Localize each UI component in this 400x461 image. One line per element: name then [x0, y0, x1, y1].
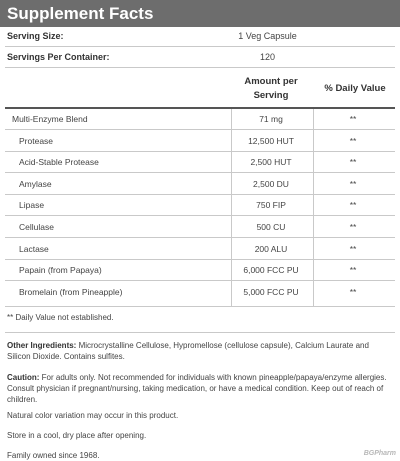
- other-ingredients-label: Other Ingredients:: [7, 341, 77, 350]
- row-divider: [5, 237, 395, 238]
- ingredient-amount: 750 FIP: [256, 200, 286, 211]
- storage-note: Store in a cool, dry place after opening.: [7, 431, 147, 440]
- row-divider: [5, 151, 395, 152]
- row-divider: [5, 280, 395, 281]
- amount-header-line1: Amount per: [244, 76, 298, 87]
- ingredient-daily-value: **: [349, 200, 357, 211]
- serving-size-value: 1 Veg Capsule: [238, 31, 297, 41]
- ingredient-amount: 2,500 DU: [253, 178, 289, 189]
- ingredient-daily-value: **: [349, 265, 357, 276]
- ingredient-daily-value: **: [349, 286, 357, 297]
- ingredient-name: Amylase: [19, 178, 52, 189]
- serving-size-label: Serving Size:: [7, 31, 64, 41]
- amount-per-serving-header: [231, 75, 311, 103]
- other-ingredients-text: Microcrystalline Cellulose, Hypromellose (cellulose capsule), Calcium Laurate and Silicon Dioxide. Contains sulfites.: [7, 341, 369, 361]
- row-divider: [5, 215, 395, 216]
- family-owned-note: Family owned since 1968.: [7, 451, 100, 460]
- daily-value-header: % Daily Value: [324, 83, 386, 94]
- caution-label: Caution:: [7, 373, 40, 382]
- caution-text: For adults only. Not recommended for individuals with known pineapple/papaya/enzyme allergies. Consult physician if pregnant/nursing, taking medication, or have a medical condition. Keep out of reach of children.: [7, 373, 387, 404]
- ingredient-name: Acid-Stable Protease: [19, 157, 99, 168]
- row-divider: [5, 129, 395, 130]
- supplement-facts-title: Supplement Facts: [0, 0, 400, 27]
- servings-per-container-label: Servings Per Container:: [7, 52, 110, 62]
- divider: [5, 46, 395, 47]
- caution: [7, 372, 393, 405]
- divider: [5, 306, 395, 307]
- ingredient-amount: 12,500 HUT: [248, 135, 294, 146]
- daily-value-note: ** Daily Value not established.: [7, 313, 114, 322]
- ingredient-name: Bromelain (from Pineapple): [19, 286, 123, 297]
- ingredient-name: Lactase: [19, 243, 49, 254]
- ingredient-daily-value: **: [349, 178, 357, 189]
- divider: [5, 67, 395, 68]
- ingredient-daily-value: **: [349, 222, 357, 232]
- ingredient-name: Papain (from Papaya): [19, 265, 102, 276]
- ingredient-name: Lipase: [19, 200, 45, 211]
- ingredient-daily-value: **: [349, 243, 357, 254]
- ingredient-name: Multi-Enzyme Blend: [12, 114, 88, 124]
- ingredient-daily-value: **: [349, 114, 357, 124]
- thick-divider: [5, 107, 395, 109]
- ingredient-amount: 200 ALU: [254, 243, 288, 254]
- ingredient-amount: 5,000 FCC PU: [243, 286, 299, 297]
- row-divider: [5, 194, 395, 195]
- ingredient-amount: 2,500 HUT: [250, 157, 292, 168]
- color-variation-note: Natural color variation may occur in this product.: [7, 411, 179, 420]
- ingredient-daily-value: **: [349, 135, 357, 146]
- column-separator: [313, 109, 314, 306]
- row-divider: [5, 172, 395, 173]
- other-ingredients: [7, 340, 393, 362]
- amount-header-line2: Serving: [253, 90, 289, 101]
- servings-per-container-value: 120: [259, 52, 276, 62]
- divider: [5, 332, 395, 333]
- watermark: BGPharm: [363, 450, 396, 457]
- ingredient-daily-value: **: [349, 157, 357, 168]
- ingredient-amount: 6,000 FCC PU: [243, 265, 299, 276]
- ingredient-name: Protease: [19, 135, 54, 146]
- ingredient-amount: 71 mg: [259, 114, 283, 124]
- ingredient-amount: 500 CU: [256, 222, 286, 232]
- ingredient-name: Cellulase: [19, 222, 54, 232]
- row-divider: [5, 259, 395, 260]
